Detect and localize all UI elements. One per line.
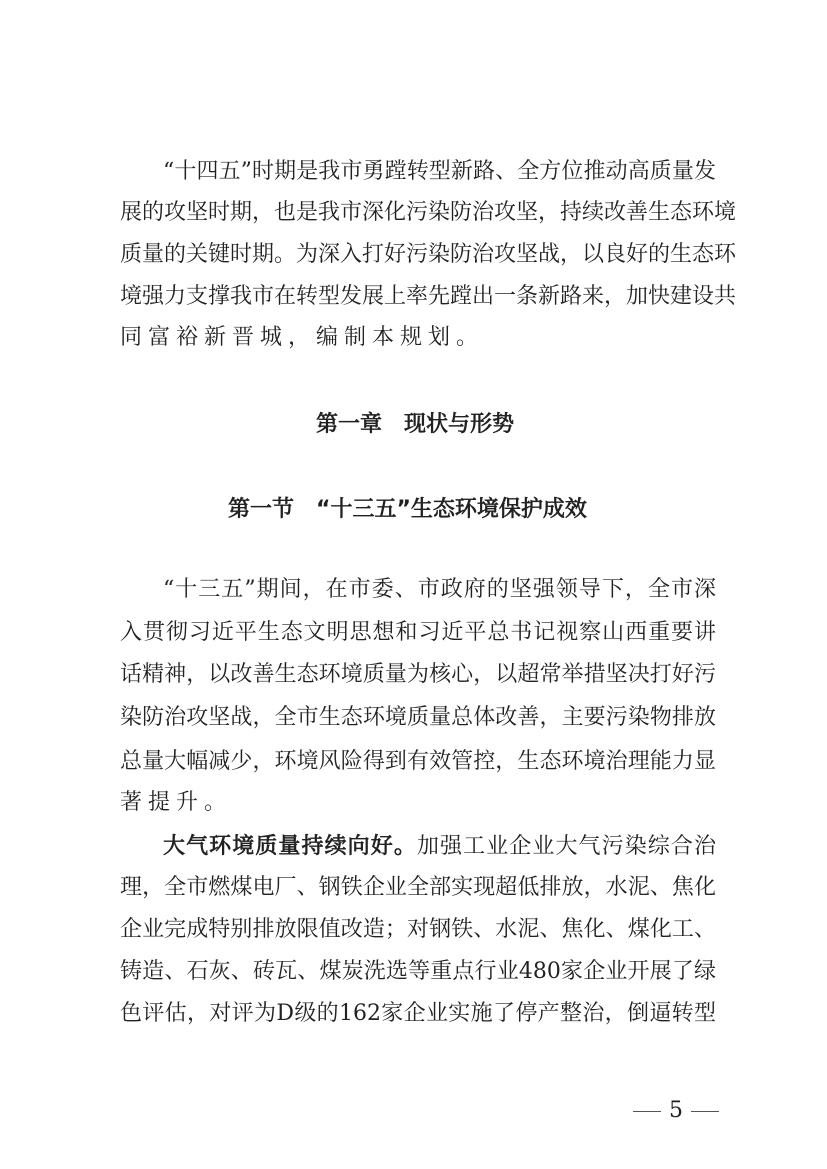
text-line: 企业完成特别排放限值改造；对钢铁、水泥、焦化、煤化工、: [120, 917, 716, 942]
text-line: “十三五”期间，在市委、市政府的坚强领导下，全市深: [163, 577, 716, 602]
text-line: 理，全市燃煤电厂、钢铁企业全部实现超低排放，水泥、焦化: [120, 875, 716, 900]
text-line: 展的攻坚时期，也是我市深化污染防治攻坚，持续改善生态环境: [120, 200, 737, 225]
text-line: 色评估，对评为D级的162家企业实施了停产整治，倒逼转型: [120, 1001, 716, 1026]
page-number-value: 5: [669, 1098, 683, 1123]
text-span: 加强工业企业大气污染综合治: [416, 834, 716, 859]
paragraph-lead: 大气环境质量持续向好。: [163, 833, 417, 859]
text-line: 染防治攻坚战，全市生态环境质量总体改善，主要污染物排放: [120, 705, 716, 730]
text-line: “十四五”时期是我市勇蹚转型新路、全方位推动高质量发: [163, 159, 716, 184]
text-line: 入贯彻习近平生态文明思想和习近平总书记视察山西重要讲: [120, 620, 716, 645]
text-line: 质量的关键时期。为深入打好污染防治攻坚战，以良好的生态环: [120, 242, 737, 267]
divider: [691, 1111, 719, 1112]
text-line: 总量大幅减少，环境风险得到有效管控，生态环境治理能力显: [120, 749, 716, 774]
text-line: 铸造、石灰、砖瓦、煤炭洗选等重点行业480家企业开展了绿: [120, 959, 716, 984]
text-line: [163, 831, 716, 862]
chapter-title: 第一章 现状与形势: [316, 412, 515, 437]
page-number: [625, 1098, 727, 1123]
text-line: 境强力支撑我市在转型发展上率先蹚出一条新路来，加快建设共: [120, 284, 737, 309]
section-title: 第一节 “十三五”生态环境保护成效: [228, 497, 587, 522]
text-line: 著提升。: [120, 790, 233, 815]
text-line: 同富裕新晋城，编制本规划。: [120, 325, 485, 350]
divider: [633, 1111, 661, 1112]
text-line: 话精神，以改善生态环境质量为核心，以超常举措坚决打好污: [120, 662, 716, 687]
